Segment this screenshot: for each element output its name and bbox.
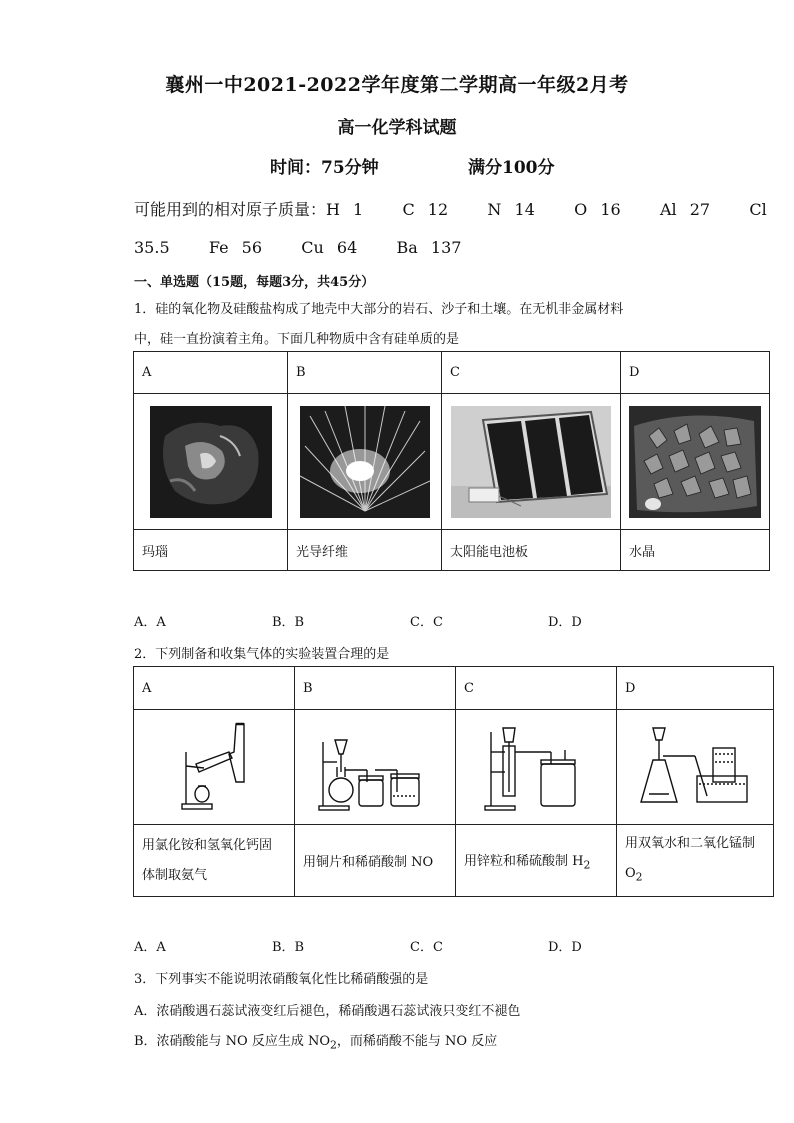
q1-caption-a: 玛瑙 (134, 530, 288, 571)
q2-option-a[interactable]: A．A (134, 940, 166, 955)
q3-option-b-tail: ，而稀硝酸不能与 NO 反应 (336, 1034, 498, 1049)
q2-option-c[interactable]: C．C (410, 940, 443, 955)
q3-option-a[interactable]: A．浓硝酸遇石蕊试液变红后褪色，稀硝酸遇石蕊试液只变红不褪色 (134, 1004, 521, 1019)
q1-header-a: A (134, 352, 288, 394)
h2-apparatus-diagram (481, 722, 591, 812)
crystal-photo (629, 406, 761, 518)
atomic-masses-line1: 可能用到的相对原子质量：H 1 C 12 N 14 O 16 Al 27 Cl (134, 200, 767, 219)
q2-caption-c-text: 用锌粒和稀硫酸制 H (464, 853, 584, 869)
q1-header-d: D (621, 352, 770, 394)
q2-apparatus-a-cell (134, 710, 295, 825)
q1-caption-b: 光导纤维 (288, 530, 442, 571)
atomic-masses-line2: 35.5 Fe 56 Cu 64 Ba 137 (134, 238, 462, 257)
q2-caption-d-line1: 用双氧水和二氧化锰制 (625, 835, 756, 851)
q1-photo-c-cell (442, 394, 621, 530)
q3-option-b[interactable] (134, 1030, 497, 1052)
q2-caption-b: 用铜片和稀硝酸制 NO (295, 825, 456, 897)
q2-caption-d (617, 825, 774, 897)
q2-stem: 2．下列制备和收集气体的实验装置合理的是 (134, 647, 390, 662)
q2-caption-a (134, 825, 295, 897)
o2-apparatus-diagram (635, 722, 755, 812)
q3-stem: 3．下列事实不能说明浓硝酸氧化性比稀硝酸强的是 (134, 972, 429, 987)
q1-photo-a-cell (134, 394, 288, 530)
ammonia-apparatus-diagram (174, 722, 254, 812)
q2-apparatus-b-cell (295, 710, 456, 825)
q2-table (133, 666, 774, 897)
exam-title: 襄州一中2021-2022学年度第二学期高一年级2月考 (165, 74, 629, 96)
solar-panel-photo (451, 406, 611, 518)
exam-subtitle: 高一化学科试题 (337, 118, 457, 138)
q2-option-b[interactable]: B．B (272, 940, 305, 955)
optical-fiber-photo (300, 406, 430, 518)
q2-caption-a-line1: 用氯化铵和氢氧化钙固 (142, 837, 273, 853)
q1-header-b: B (288, 352, 442, 394)
q2-header-d: D (617, 667, 774, 710)
q2-caption-d-sub: 2 (635, 870, 643, 884)
exam-score: 满分100分 (468, 158, 555, 178)
q2-caption-c-sub: 2 (583, 858, 591, 872)
q1-option-c[interactable]: C．C (410, 615, 443, 630)
q1-table (133, 351, 770, 571)
q1-header-c: C (442, 352, 621, 394)
q1-option-a[interactable]: A．A (134, 615, 166, 630)
q1-caption-c: 太阳能电池板 (442, 530, 621, 571)
no-apparatus-diagram (315, 722, 435, 812)
q2-caption-c (456, 825, 617, 897)
agate-photo (150, 406, 272, 518)
q2-caption-d-line2: O (625, 865, 636, 881)
q1-photo-b-cell (288, 394, 442, 530)
exam-time: 时间：75分钟 (270, 158, 379, 178)
q2-apparatus-d-cell (617, 710, 774, 825)
q2-header-b: B (295, 667, 456, 710)
q2-apparatus-c-cell (456, 710, 617, 825)
q1-option-d[interactable]: D．D (548, 615, 582, 630)
q1-option-b[interactable]: B．B (272, 615, 305, 630)
q2-header-a: A (134, 667, 295, 710)
q1-photo-d-cell (621, 394, 770, 530)
q3-option-b-sub: 2 (330, 1038, 337, 1052)
q1-caption-d: 水晶 (621, 530, 770, 571)
q3-option-b-text: B．浓硝酸能与 NO 反应生成 NO (134, 1034, 331, 1049)
q2-caption-a-line2: 体制取氨气 (142, 867, 208, 883)
section-heading: 一、单选题（15题，每题3分，共45分） (134, 275, 375, 290)
q2-header-c: C (456, 667, 617, 710)
q1-stem-line2: 中，硅一直扮演着主角。下面几种物质中含有硅单质的是 (134, 332, 460, 347)
q2-option-d[interactable]: D．D (548, 940, 582, 955)
q1-stem-line1: 1．硅的氧化物及硅酸盐构成了地壳中大部分的岩石、沙子和土壤。在无机非金属材料 (134, 302, 624, 317)
